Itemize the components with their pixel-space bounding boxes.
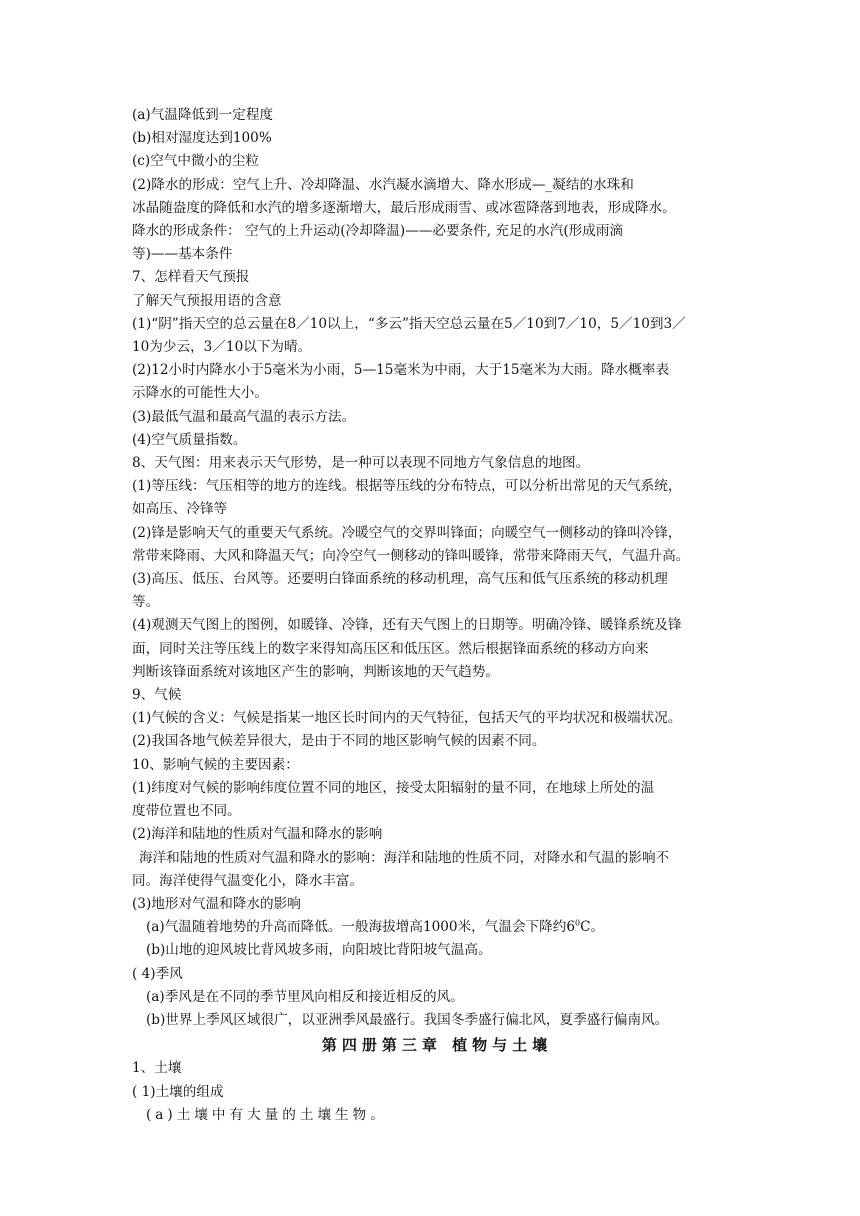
text-line: (b)山地的迎风坡比背风坡多雨，向阳坡比背阳坡气温高。 xyxy=(146,942,492,959)
section-heading: 9、气候 xyxy=(132,687,182,704)
text-line: 同。海洋使得气温变化小，降水丰富。 xyxy=(132,872,364,889)
text-line: 等。 xyxy=(132,594,160,611)
text-line: (b)相对湿度达到100% xyxy=(132,130,272,147)
text-line-with-degree xyxy=(132,916,742,939)
text-line: (4)观测天气图上的图例，如暖锋、冷锋，还有天气图上的日期等。明确冷锋、暖锋系统及锋 xyxy=(132,617,682,634)
text-line: (2)海洋和陆地的性质对气温和降水的影响 xyxy=(132,826,383,843)
text-line: 冰晶随盎度的降低和水汽的增多逐渐增大，最后形成雨雪、或冰雹降落到地表，形成降水。 xyxy=(132,199,676,216)
text-line: 降水的形成条件： 空气的上升运动(冷却降温)——必要条件, 充足的水汽(形成雨滴 xyxy=(132,223,624,240)
text-line: 常带来降雨、大风和降温天气；向冷空气一侧移动的锋叫暖锋，常带来降雨天气，气温升高。 xyxy=(132,547,690,564)
section-heading: 1、土壤 xyxy=(132,1060,182,1077)
text-line: ( 1)土壤的组成 xyxy=(132,1083,224,1100)
text-line: (1)等压线：气压相等的地方的连线。根据等压线的分布特点，可以分析出常见的天气系统， xyxy=(132,478,682,495)
text-line: (4)空气质量指数。 xyxy=(132,431,247,448)
text-line: 等)——基本条件 xyxy=(132,246,233,263)
text-line: 示降水的可能性大小。 xyxy=(132,385,268,402)
chapter-heading: 第四册第三章 植物与土壤 xyxy=(321,1036,553,1055)
text-line: 了解天气预报用语的含意 xyxy=(132,292,282,309)
text-line: (2)降水的形成：空气上升、冷却降温、水汽凝水滴增大、降水形成—_凝结的水珠和 xyxy=(132,176,634,193)
section-heading: 10、影响气候的主要因素： xyxy=(132,756,299,773)
text-line: (c)空气中微小的尘粒 xyxy=(132,153,259,170)
text-line: (3)地形对气温和降水的影响 xyxy=(132,895,301,912)
text-line: ( 4)季风 xyxy=(132,965,183,982)
document-page xyxy=(132,104,742,1127)
text-fragment: C。 xyxy=(580,919,605,936)
section-heading: 8、天气图：用来表示天气形势，是一种可以表现不同地方气象信息的地图。 xyxy=(132,455,590,472)
degree-superscript: 0 xyxy=(574,918,581,928)
text-line: (a)土壤中有大量的土壤生物。 xyxy=(146,1106,388,1123)
text-line: (2)12小时内降水小于5毫米为小雨，5—15毫米为中雨，大于15毫米为大雨。降水概率表 xyxy=(132,362,670,379)
text-line: (1)“阴”指天空的总云量在8／10以上，“多云”指天空总云量在5／10到7／10，5／10到3／ xyxy=(132,315,686,332)
text-line: 度带位置也不同。 xyxy=(132,803,241,820)
text-line: (a)季风是在不同的季节里风向相反和接近相反的风。 xyxy=(146,988,464,1005)
text-fragment: (a)气温随着地势的升高而降低。一般海拔增高1000米，气温会下降约6 xyxy=(146,919,575,936)
text-line: 如高压、冷锋等 xyxy=(132,501,228,518)
text-line: (b)世界上季风区域很广，以亚洲季风最盛行。我国冬季盛行偏北风，夏季盛行偏南风。 xyxy=(146,1011,669,1028)
section-heading: 7、怎样看天气预报 xyxy=(132,269,250,286)
text-line: (3)最低气温和最高气温的表示方法。 xyxy=(132,408,356,425)
text-line: 10为少云，3／10以下为晴。 xyxy=(132,339,312,356)
text-line: (3)高压、低压、台风等。还要明白锋面系统的移动机理，高气压和低气压系统的移动机理 xyxy=(132,571,668,588)
text-line: 海洋和陆地的性质对气温和降水的影响：海洋和陆地的性质不同，对降水和气温的影响不 xyxy=(139,849,670,866)
text-line: (a)气温降低到一定程度 xyxy=(132,107,274,123)
text-line: (2)我国各地气候差异很大，是由于不同的地区影响气候的因素不同。 xyxy=(132,733,546,750)
text-line: 面，同时关注等压线上的数字来得知高压区和低压区。然后根据锋面系统的移动方向来 xyxy=(132,640,649,657)
text-line: (2)锋是影响天气的重要天气系统。冷暖空气的交界叫锋面；向暖空气一侧移动的锋叫冷锋， xyxy=(132,524,682,541)
text-line: (1)纬度对气候的影响纬度位置不同的地区，接受太阳辐射的量不同，在地球上所处的温 xyxy=(132,779,655,796)
text-line: 判断该锋面系统对该地区产生的影响，判断该地的天气趋势。 xyxy=(132,663,500,680)
text-line: (1)气候的含义：气候是指某一地区长时间内的天气特征，包括天气的平均状况和极端状况。 xyxy=(132,710,682,727)
